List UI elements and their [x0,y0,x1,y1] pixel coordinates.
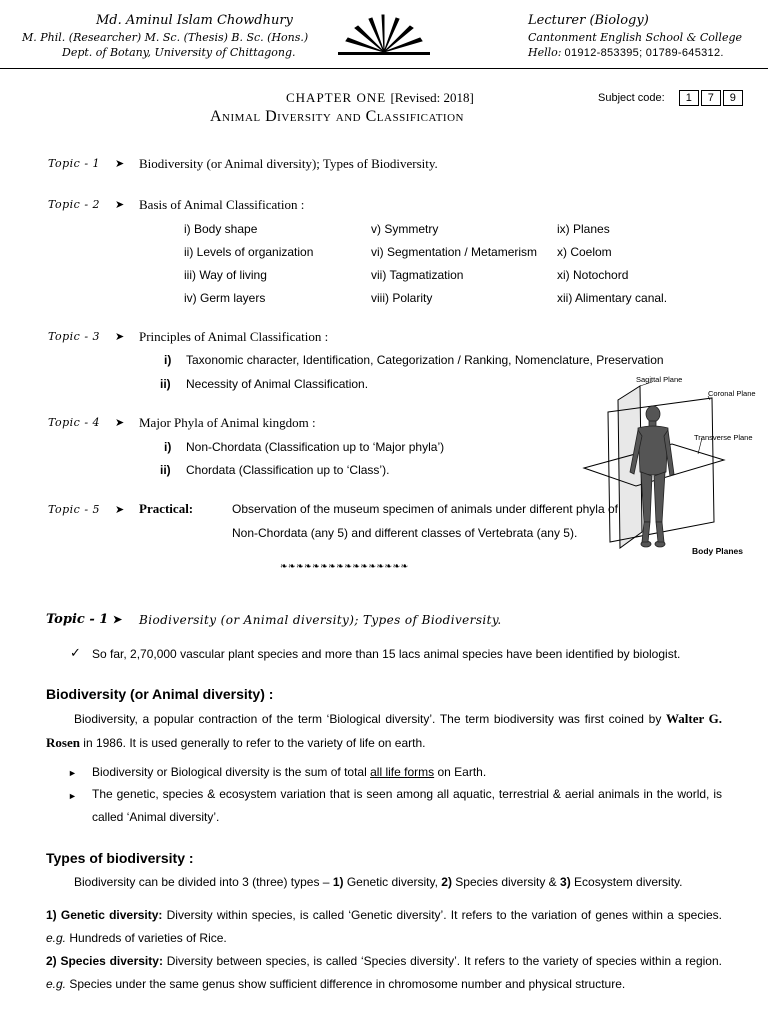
topic-2-title: Basis of Animal Classification : [139,197,305,212]
coronal-plane-label: Coronal Plane [708,389,756,398]
types-heading: Types of biodiversity : [46,850,194,866]
topic-3-label: Topic - 3 [48,330,101,343]
principle-num: i) [164,353,172,367]
topic-1-label: Topic - 1 [48,157,101,170]
topic-2-label: Topic - 2 [48,198,101,211]
arrow-icon: ➤ [115,158,125,170]
topic-1-title: Biodiversity (or Animal diversity); Types of Biodiversity. [139,156,438,171]
bullet-icon: ► [68,791,77,801]
author-degrees: M. Phil. (Researcher) M. Sc. (Thesis) B. Sc. (Hons.) [22,31,309,44]
basis-item: x) Coelom [557,245,612,259]
phyla-text: Chordata (Classification up to ‘Class’). [186,463,390,477]
principle-text: Necessity of Animal Classification. [186,377,369,391]
genetic-diversity-paragraph: 1) Genetic diversity: Diversity within species, is called ‘Genetic diversity’. It refers to the variation of genes within a species. e.g. Hundreds of varieties of Rice. [46,908,722,945]
basis-item: v) Symmetry [371,222,439,236]
practical-line-2: Non-Chordata (any 5) and different classes of Vertebrata (any 5). [232,526,578,540]
basis-item: iii) Way of living [184,268,267,282]
basis-item: vi) Segmentation / Metamerism [371,245,538,259]
types-intro: Biodiversity can be divided into 3 (three) types – 1) Genetic diversity, 2) Species diversity & 3) Ecosystem diversity. [74,875,683,889]
phyla-num: i) [164,440,172,454]
arrow-icon: ➤ [115,199,125,211]
subject-code-digit: 7 [701,90,721,106]
author-dept: Dept. of Botany, University of Chittagong. [62,46,296,59]
topic-5-label: Topic - 5 [48,503,101,516]
header-rule [0,68,768,69]
body-planes-figure [580,372,768,562]
basis-item: vii) Tagmatization [371,268,464,282]
species-count-text: So far, 2,70,000 vascular plant species and more than 15 lacs animal species have been identified by biologist. [92,647,681,661]
bullet-text-2: The genetic, species & ecosystem variation that is seen among all aquatic, terrestrial & aerial animals in the world, is called ‘Animal diversity’. [92,787,722,824]
practical-line-1: Observation of the museum specimen of animals under different phyla of [232,502,618,516]
topic-5-title: Practical: [139,501,194,516]
transverse-plane-label: Transverse Plane [694,433,753,442]
principle-text: Taxonomic character, Identification, Categorization / Ranking, Nomenclature, Preservation [186,353,664,367]
author-phone: Hello: 01912-853395; 01789-645312. [528,46,724,59]
biodiversity-heading: Biodiversity (or Animal diversity) : [46,686,274,702]
basis-item: ii) Levels of organization [184,245,314,259]
subject-code-digit: 1 [679,90,699,106]
sunburst-logo [336,14,432,58]
chapter-label: CHAPTER ONE [Revised: 2018] [286,90,474,105]
arrow-icon: ➤ [115,417,125,429]
sagittal-plane-label: Sagittal Plane [636,375,683,384]
arrow-icon: ➤ [115,331,125,343]
species-diversity-paragraph: 2) Species diversity: Diversity between species, is called ‘Species diversity’. It refers to the variety of species within a region. e.g. Species under the same genus show sufficient difference in chromosome number and physical structure. [46,954,722,991]
subject-code-label: Subject code: [598,92,665,104]
author-title: Lecturer (Biology) [528,13,649,28]
check-icon: ✓ [70,645,81,660]
author-name: Md. Aminul Islam Chowdhury [96,13,293,28]
arrow-icon: ➤ [115,504,125,516]
basis-item: iv) Germ layers [184,291,266,305]
topic-4-label: Topic - 4 [48,416,101,429]
topic-3-title: Principles of Animal Classification : [139,329,329,344]
phyla-num: ii) [160,463,171,477]
basis-item: xii) Alimentary canal. [557,291,668,305]
basis-item: viii) Polarity [371,291,433,305]
figure-caption: Body Planes [692,546,744,556]
phyla-text: Non-Chordata (Classification up to ‘Major phyla’) [186,440,445,454]
basis-item: ix) Planes [557,222,610,236]
topic-4-title: Major Phyla of Animal kingdom : [139,415,316,430]
section-topic-title: Biodiversity (or Animal diversity); Types of Biodiversity. [139,613,502,627]
author-institution: Cantonment English School & College [528,31,743,44]
bullet-icon: ► [68,768,77,778]
chapter-title: Animal Diversity and Classification [210,108,464,125]
bullet-text-1: Biodiversity or Biological diversity is the sum of total all life forms on Earth. [92,765,487,779]
basis-item: xi) Notochord [557,268,629,282]
subject-code-digit: 9 [723,90,743,106]
biodiversity-paragraph: Biodiversity, a popular contraction of the term ‘Biological diversity’. The term biodiversity was first coined by Walter G. Rosen in 1986. It is used generally to refer to the variety of life on earth. [46,711,723,750]
section-topic-label: Topic - 1 ➤ [46,612,123,627]
principle-num: ii) [160,377,171,391]
ornamental-divider: ❧❧❧❧❧❧❧❧❧❧❧❧❧❧❧❧ [280,562,409,572]
basis-item: i) Body shape [184,222,258,236]
subject-code [598,90,743,106]
